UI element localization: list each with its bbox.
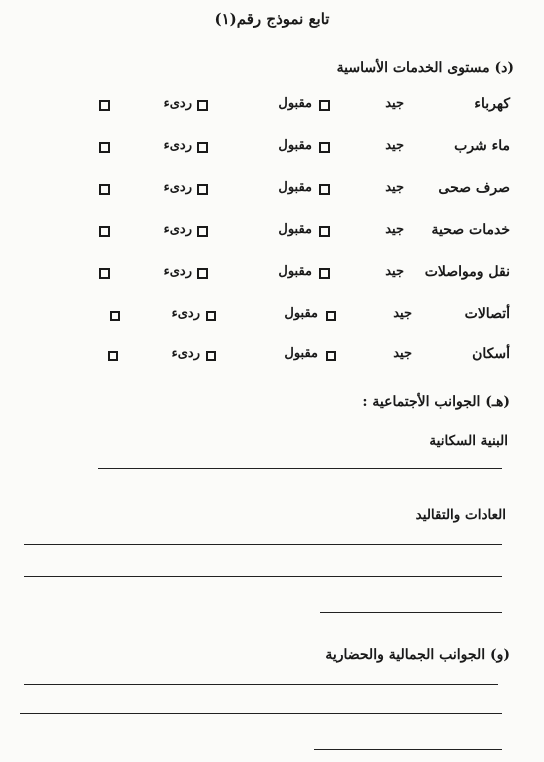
- customs-traditions-label: العادات والتقاليد: [415, 507, 506, 523]
- option-acceptable-label: مقبول: [278, 138, 312, 153]
- option-acceptable-label: مقبول: [278, 96, 312, 111]
- aesthetic-answer-line-3[interactable]: [314, 749, 502, 750]
- checkbox-acceptable[interactable]: [197, 142, 208, 153]
- checkbox-acceptable[interactable]: [197, 184, 208, 195]
- checkbox-good[interactable]: [319, 100, 330, 111]
- page-title: تابع نموذج رقم(١): [214, 10, 330, 28]
- service-row-transport: [0, 264, 544, 286]
- service-row-communications: [0, 306, 544, 328]
- service-row-sewage: [0, 180, 544, 202]
- option-acceptable-label: مقبول: [278, 180, 312, 195]
- option-good-label: جيد: [385, 180, 404, 195]
- checkbox-bad[interactable]: [99, 142, 110, 153]
- aesthetic-answer-line-1[interactable]: [24, 684, 498, 685]
- option-good-label: جيد: [393, 306, 412, 321]
- option-acceptable-label: مقبول: [278, 222, 312, 237]
- service-label: كهرباء: [474, 96, 510, 112]
- checkbox-good[interactable]: [326, 351, 336, 361]
- option-bad-label: ردىء: [163, 180, 192, 195]
- service-row-housing: [0, 346, 544, 368]
- option-bad-label: ردىء: [163, 222, 192, 237]
- option-acceptable-label: مقبول: [284, 346, 318, 361]
- option-good-label: جيد: [393, 346, 412, 361]
- option-bad-label: ردىء: [163, 96, 192, 111]
- customs-answer-line-2[interactable]: [24, 576, 502, 577]
- population-answer-line[interactable]: [98, 468, 502, 469]
- checkbox-acceptable[interactable]: [197, 226, 208, 237]
- service-row-electricity: [0, 96, 544, 118]
- social-heading: (هـ) الجوانب الأجتماعية :: [362, 394, 510, 410]
- checkbox-good[interactable]: [319, 142, 330, 153]
- checkbox-good[interactable]: [319, 226, 330, 237]
- service-label: نقل ومواصلات: [424, 264, 510, 280]
- checkbox-good[interactable]: [319, 184, 330, 195]
- option-good-label: جيد: [385, 138, 404, 153]
- checkbox-bad[interactable]: [110, 311, 120, 321]
- option-good-label: جيد: [385, 96, 404, 111]
- option-good-label: جيد: [385, 264, 404, 279]
- checkbox-acceptable[interactable]: [206, 351, 216, 361]
- aesthetic-answer-line-2[interactable]: [20, 713, 502, 714]
- service-label: أسكان: [472, 346, 510, 362]
- checkbox-bad[interactable]: [99, 184, 110, 195]
- services-heading: (د) مستوى الخدمات الأساسية: [336, 60, 514, 76]
- service-label: ماء شرب: [454, 138, 510, 154]
- checkbox-bad[interactable]: [99, 268, 110, 279]
- service-row-water: [0, 138, 544, 160]
- option-acceptable-label: مقبول: [278, 264, 312, 279]
- checkbox-bad[interactable]: [99, 226, 110, 237]
- service-label: صرف صحى: [438, 180, 510, 196]
- option-bad-label: ردىء: [163, 138, 192, 153]
- checkbox-acceptable[interactable]: [206, 311, 216, 321]
- checkbox-acceptable[interactable]: [197, 100, 208, 111]
- checkbox-good[interactable]: [326, 311, 336, 321]
- checkbox-bad[interactable]: [108, 351, 118, 361]
- aesthetic-heading: (و) الجوانب الجمالية والحضارية: [325, 647, 510, 663]
- checkbox-acceptable[interactable]: [197, 268, 208, 279]
- option-good-label: جيد: [385, 222, 404, 237]
- option-bad-label: ردىء: [171, 346, 200, 361]
- checkbox-bad[interactable]: [99, 100, 110, 111]
- customs-answer-line-1[interactable]: [24, 544, 502, 545]
- checkbox-good[interactable]: [319, 268, 330, 279]
- population-structure-label: البنية السكانية: [429, 433, 508, 449]
- option-bad-label: ردىء: [171, 306, 200, 321]
- option-bad-label: ردىء: [163, 264, 192, 279]
- service-label: خدمات صحية: [431, 222, 510, 238]
- customs-answer-line-3[interactable]: [320, 612, 502, 613]
- service-label: أتصالات: [464, 306, 510, 322]
- option-acceptable-label: مقبول: [284, 306, 318, 321]
- service-row-health: [0, 222, 544, 244]
